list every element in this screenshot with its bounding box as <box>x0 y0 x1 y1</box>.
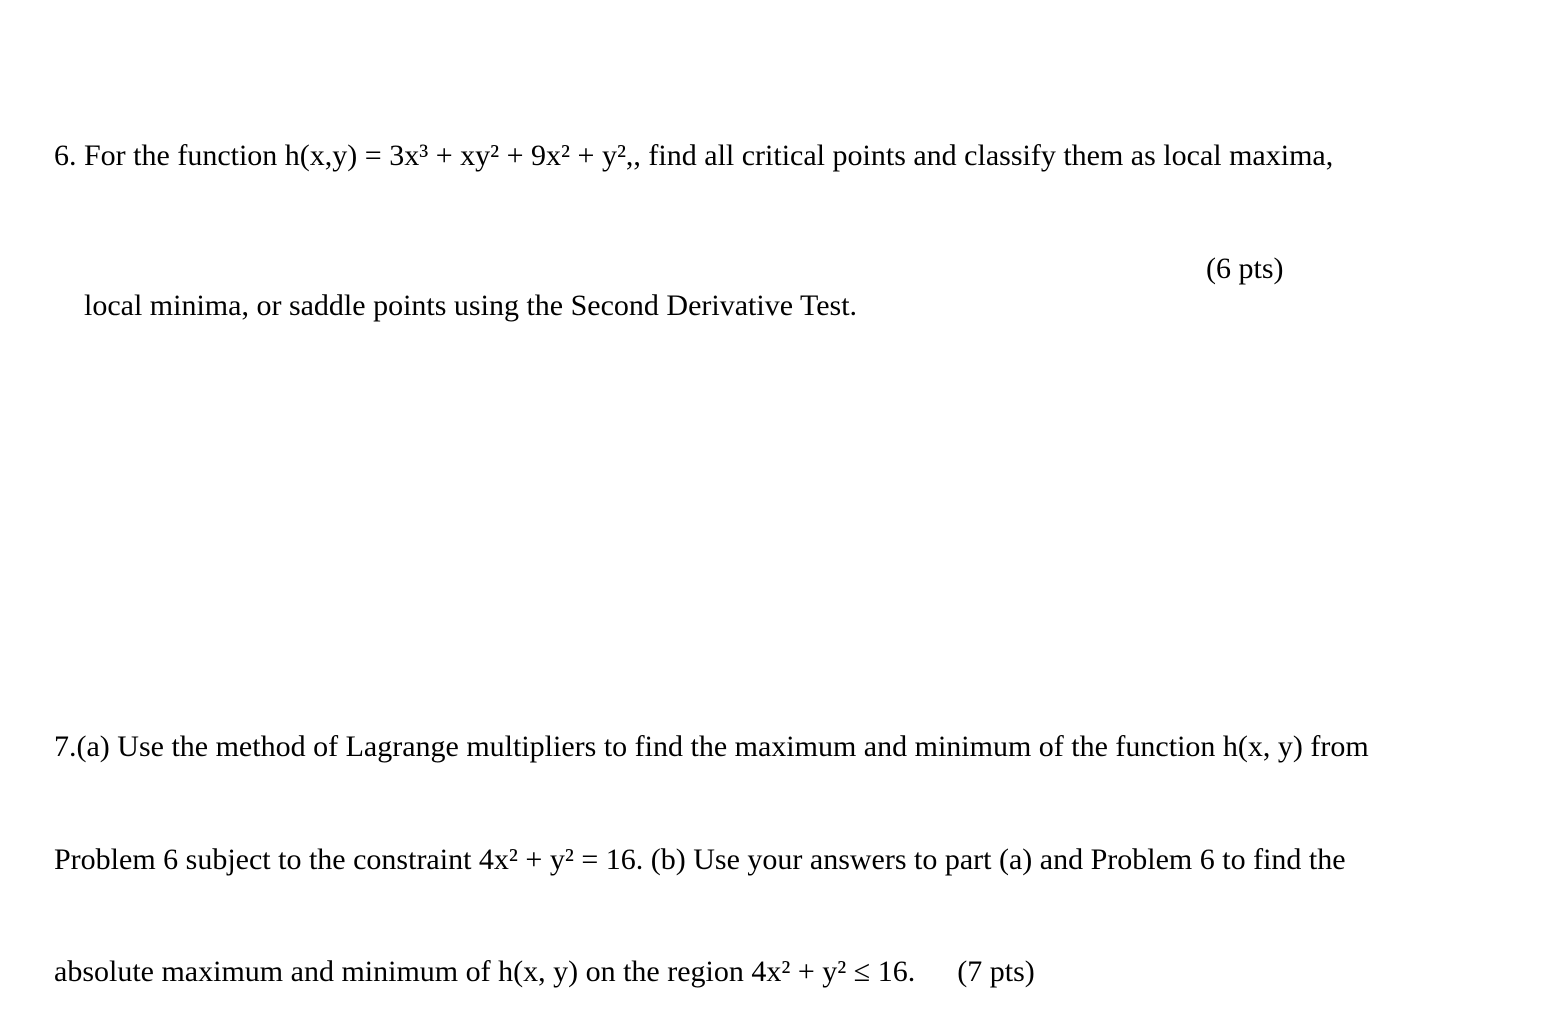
problem-7-line-3-row <box>54 953 1369 991</box>
problem-6-line-2-row <box>54 250 1333 322</box>
problem-6-line-2: local minima, or saddle points using the Second Derivative Test. <box>84 289 858 322</box>
problem-6-points: (6 pts) <box>1206 251 1284 285</box>
problem-7-points: (7 pts) <box>957 955 1035 988</box>
problem-6-line-1: 6. For the function h(x,y) = 3x³ + xy² + 9x² + y²,, find all critical points and classify them as local maxima, <box>54 139 1334 172</box>
problem-7-line-2: Problem 6 subject to the constraint 4x² + y² = 16. (b) Use your answers to part (a) and Problem 6 to find the <box>54 842 1346 876</box>
problem-7 <box>54 653 1369 1028</box>
problem-6 <box>54 62 1333 325</box>
problem-7-line-1: 7.(a) Use the method of Lagrange multipliers to find the maximum and minimum of the function h(x, y) from <box>54 730 1369 763</box>
problem-7-line-3: absolute maximum and minimum of h(x, y) on the region 4x² + y² ≤ 16. <box>54 955 916 988</box>
